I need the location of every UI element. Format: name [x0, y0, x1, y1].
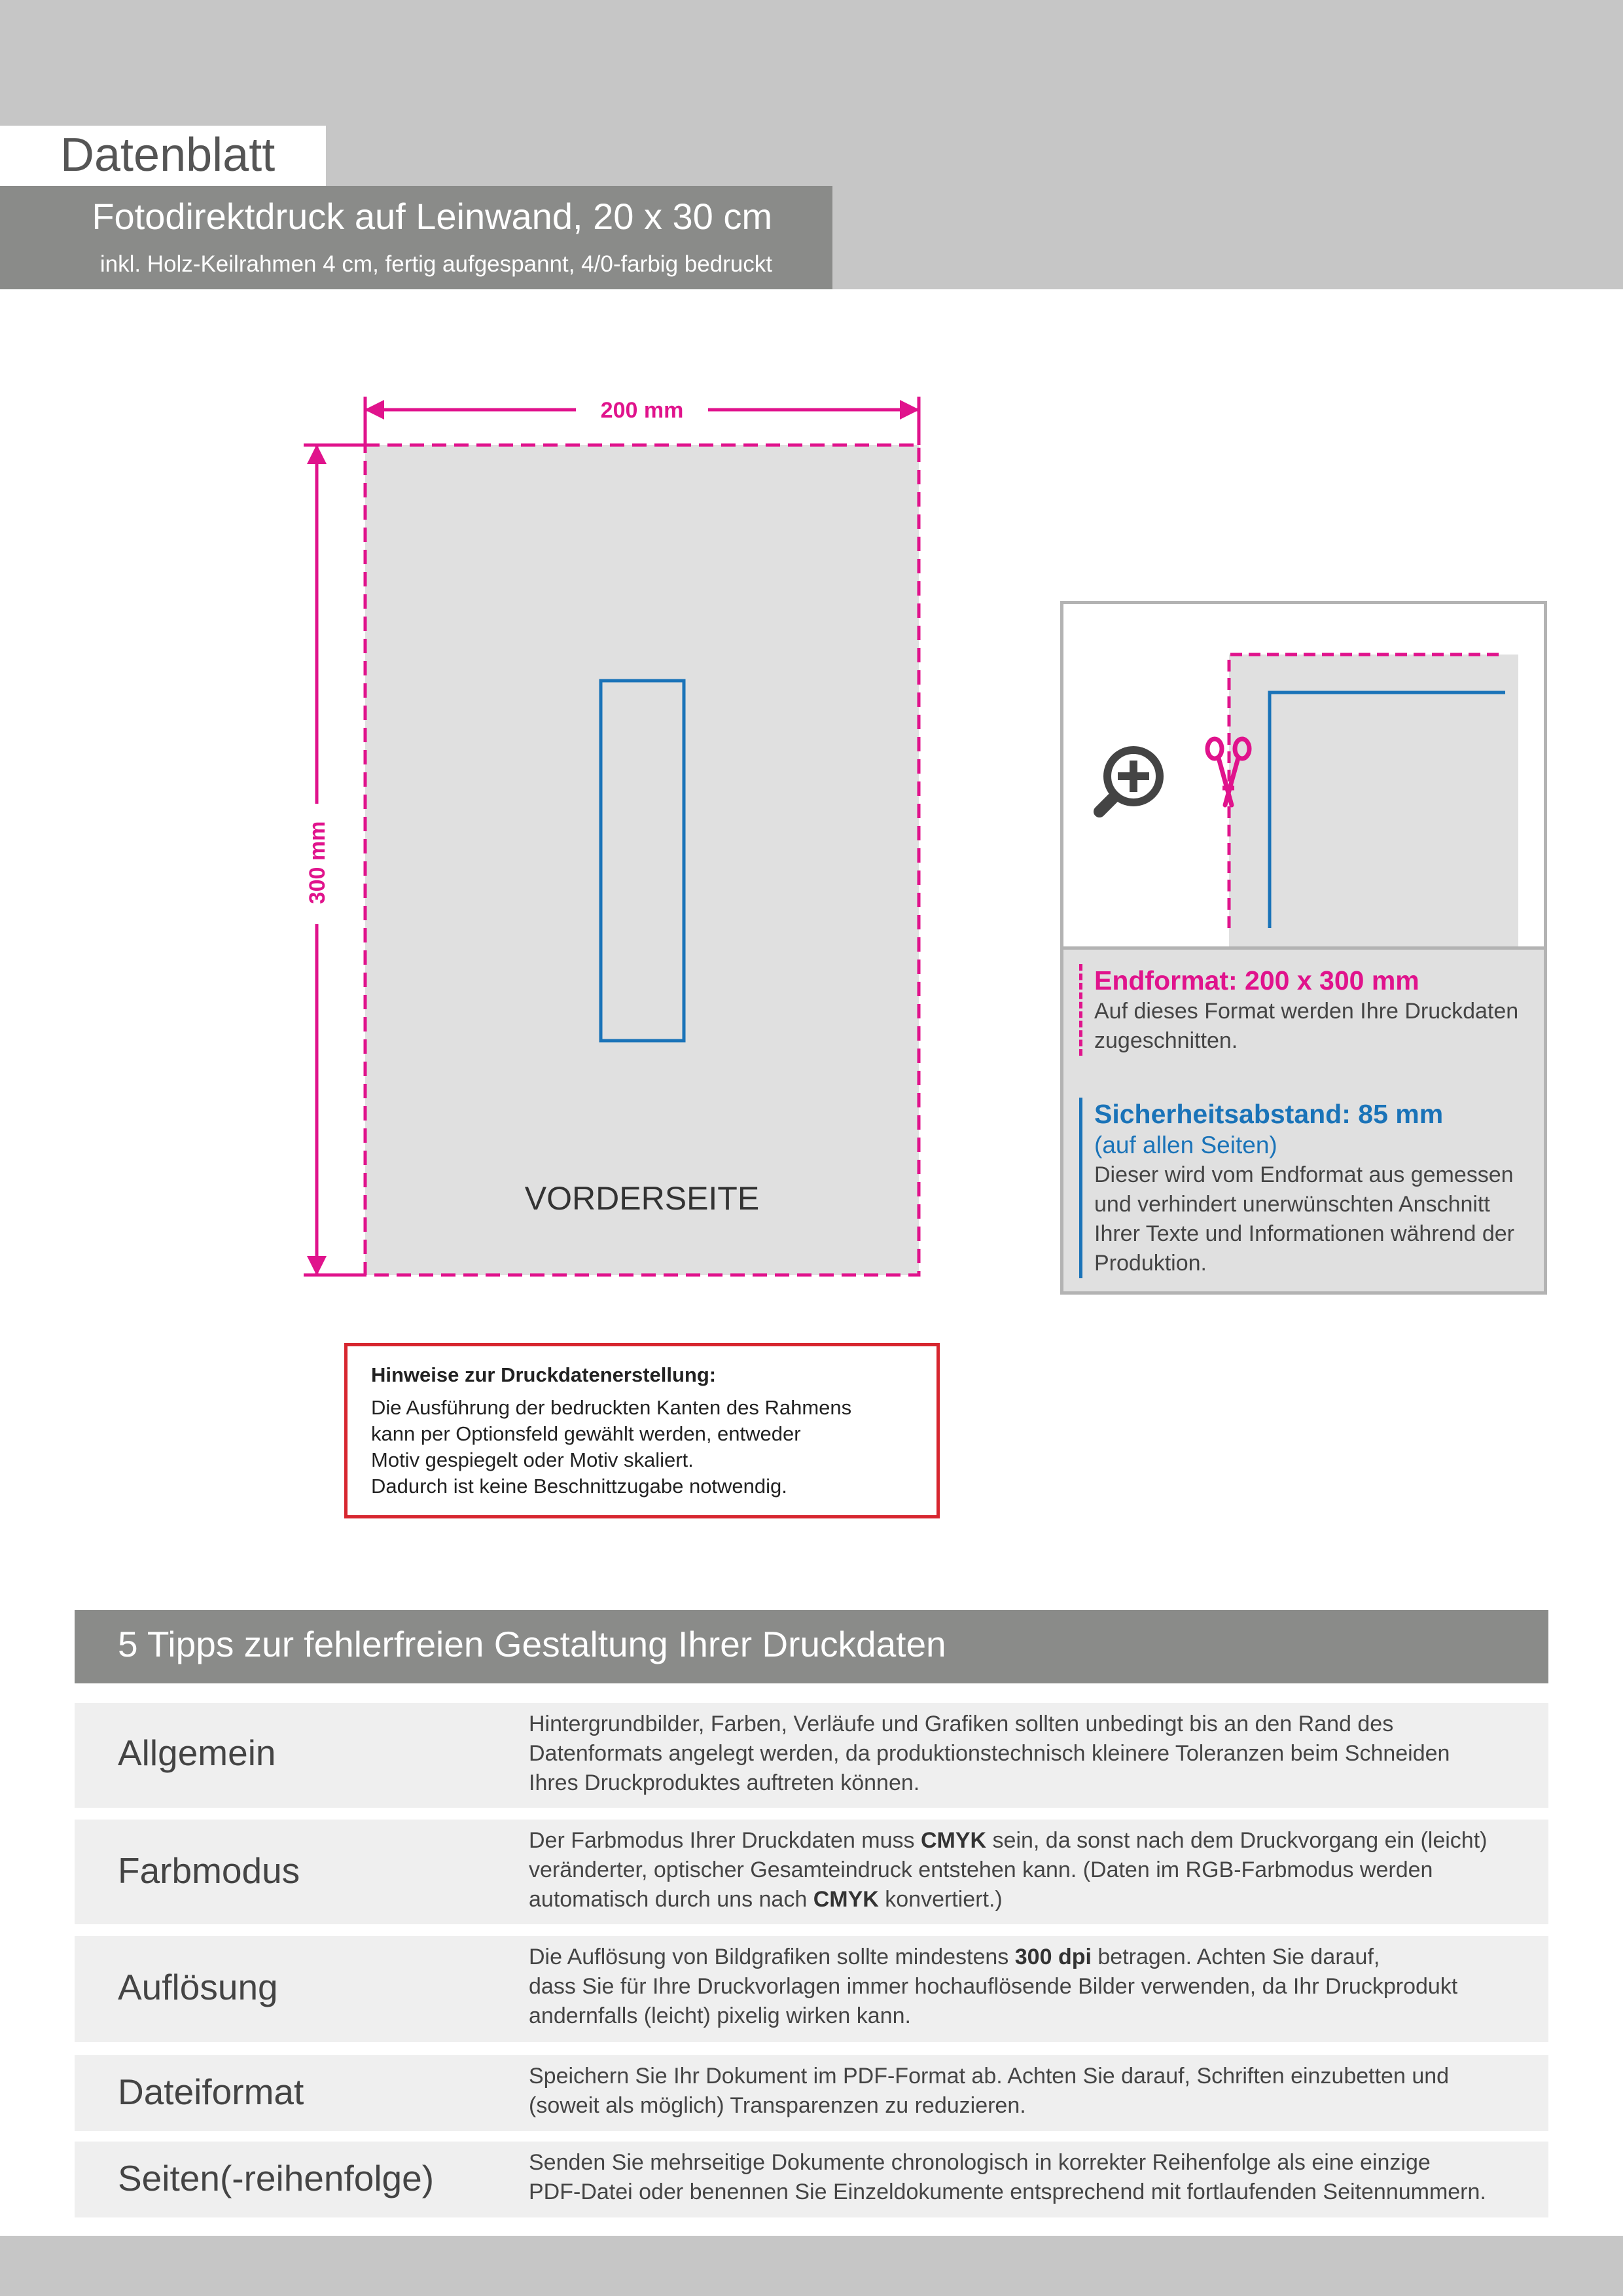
- tip-row-allgemein: [75, 1703, 1548, 1808]
- tip-text-line: veränderter, optischer Gesamteindruck entstehen kann. (Daten im RGB-Farbmodus werden: [529, 1857, 1433, 1882]
- tip-row-farbmodus: [75, 1820, 1548, 1924]
- tips-heading: 5 Tipps zur fehlerfreien Gestaltung Ihrer Druckdaten: [118, 1624, 946, 1664]
- canvas-area: [365, 445, 919, 1275]
- endformat-text-line: zugeschnitten.: [1094, 1028, 1238, 1053]
- format-legend: [1060, 946, 1547, 1295]
- tip-label: Auflösung: [118, 1967, 278, 2007]
- hint-line: Die Ausführung der bedruckten Kanten des Rahmens: [371, 1396, 852, 1419]
- endformat-block: [1079, 964, 1518, 1056]
- format-diagram: [288, 386, 942, 1296]
- zoom-canvas-area: [1229, 655, 1518, 949]
- print-data-hint-box: [344, 1343, 940, 1518]
- tip-row-dateiformat: [75, 2055, 1548, 2131]
- tip-label: Farbmodus: [118, 1850, 300, 1891]
- tip-text-line: Senden Sie mehrseitige Dokumente chronologisch in korrekter Reihenfolge als eine einzige: [529, 2150, 1431, 2175]
- width-label: 200 mm: [600, 398, 684, 423]
- tip-text-line: Die Auflösung von Bildgrafiken sollte mindestens 300 dpi betragen. Achten Sie darauf,: [529, 1945, 1380, 1969]
- endformat-title: Endformat: 200 x 300 mm: [1094, 965, 1419, 996]
- product-title-bar: [0, 186, 832, 289]
- hint-line: Dadurch ist keine Beschnittzugabe notwendig.: [371, 1475, 787, 1498]
- tip-text-line: Speichern Sie Ihr Dokument im PDF-Format ab. Achten Sie darauf, Schriften einzubetten und: [529, 2064, 1450, 2089]
- tip-text: [529, 1943, 1457, 2031]
- tip-text-line: andernfalls (leicht) pixelig wirken kann.: [529, 2003, 911, 2028]
- safety-title: Sicherheitsabstand: 85 mm: [1094, 1099, 1444, 1129]
- side-label: VORDERSEITE: [524, 1180, 760, 1217]
- hint-line: Motiv gespiegelt oder Motiv skaliert.: [371, 1448, 694, 1471]
- tip-text-line: (soweit als möglich) Transparenzen zu reduzieren.: [529, 2093, 1026, 2118]
- footer-band: [0, 2236, 1623, 2296]
- tip-text: [529, 2148, 1486, 2207]
- safety-text-line: Dieser wird vom Endformat aus gemessen: [1094, 1162, 1514, 1187]
- page-title: Datenblatt: [60, 129, 276, 181]
- height-label: 300 mm: [305, 821, 330, 905]
- tip-text-line: Hintergrundbilder, Farben, Verläufe und Grafiken sollten unbedingt bis an den Rand des: [529, 1712, 1394, 1736]
- safety-subtitle: (auf allen Seiten): [1094, 1132, 1277, 1158]
- endformat-text-line: Auf dieses Format werden Ihre Druckdaten: [1094, 999, 1519, 1024]
- tip-text-line: Der Farbmodus Ihrer Druckdaten muss CMYK sein, da sonst nach dem Druckvorgang ein (leicht): [529, 1828, 1488, 1853]
- hint-title: Hinweise zur Druckdatenerstellung:: [371, 1363, 717, 1386]
- tip-text-line: automatisch durch uns nach CMYK konvertiert.): [529, 1887, 1003, 1912]
- tip-text-line: Datenformats angelegt werden, da produktionstechnisch kleinere Toleranzen beim Schneiden: [529, 1741, 1450, 1766]
- tip-label: Allgemein: [118, 1732, 276, 1773]
- tip-row-aufloesung: [75, 1936, 1548, 2042]
- safety-text-line: Ihrer Texte und Informationen während der: [1094, 1221, 1514, 1246]
- safety-text-line: Produktion.: [1094, 1251, 1207, 1276]
- tips-header: [75, 1610, 1548, 1683]
- tip-text-line: PDF-Datei oder benennen Sie Einzeldokumente entsprechend mit fortlaufenden Seitennummern.: [529, 2179, 1486, 2204]
- tip-text: [529, 1826, 1487, 1914]
- tip-text-line: Ihres Druckproduktes auftreten können.: [529, 1770, 920, 1795]
- product-subtitle: inkl. Holz-Keilrahmen 4 cm, fertig aufgespannt, 4/0-farbig bedruckt: [99, 251, 772, 277]
- tip-label: Seiten(-reihenfolge): [118, 2158, 435, 2198]
- product-title: Fotodirektdruck auf Leinwand, 20 x 30 cm: [92, 196, 772, 237]
- tip-label: Dateiformat: [118, 2072, 304, 2112]
- zoom-detail-panel: [1060, 601, 1547, 949]
- safety-block: [1079, 1098, 1514, 1278]
- safety-text-line: und verhindert unerwünschten Anschnitt: [1094, 1192, 1490, 1217]
- tip-text: [529, 1710, 1450, 1798]
- tip-text-line: dass Sie für Ihre Druckvorlagen immer hochauflösende Bilder verwenden, da Ihr Druckprodukt: [529, 1974, 1458, 1999]
- title-tab: [0, 126, 326, 186]
- hint-line: kann per Optionsfeld gewählt werden, entweder: [371, 1422, 801, 1445]
- tip-row-seiten: [75, 2142, 1548, 2217]
- tip-text: [529, 2062, 1449, 2121]
